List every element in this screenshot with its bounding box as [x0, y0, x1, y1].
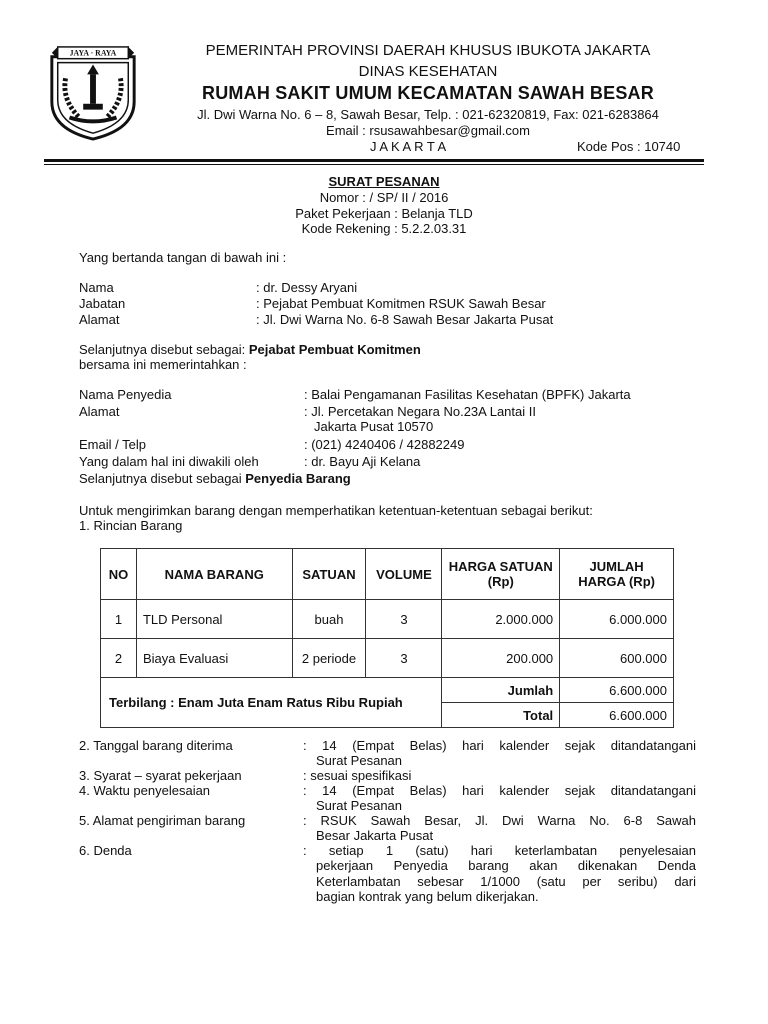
col-header-unit: SATUAN	[292, 549, 366, 600]
cell-no: 1	[101, 600, 137, 639]
term-6-value-line2: pekerjaan Penyedia barang akan dikenakan Denda	[316, 858, 696, 873]
document-title: SURAT PESANAN	[328, 174, 440, 189]
term-4-label: 4. Waktu penyelesaian	[79, 783, 211, 798]
cell-no: 2	[101, 639, 137, 678]
signer-name-label: Nama	[79, 280, 114, 295]
document-number: Nomor : / SP/ II / 2016	[319, 190, 449, 205]
vendor-name-label: Nama Penyedia	[79, 387, 172, 402]
term-5-value-line2: Besar Jakarta Pusat	[316, 828, 434, 843]
term-6-value-line4: bagian kontrak yang belum dikerjakan.	[316, 889, 539, 904]
item-details-heading: 1. Rincian Barang	[79, 518, 183, 533]
letterhead-address: Jl. Dwi Warna No. 6 – 8, Sawah Besar, Telp. : 021-62320819, Fax: 021-6283864	[197, 107, 659, 122]
signer-address-label: Alamat	[79, 312, 120, 327]
term-3-value: : sesuai spesifikasi	[303, 768, 412, 783]
cell-unit: buah	[292, 600, 366, 639]
cell-unit-price: 200.000	[442, 639, 560, 678]
col-header-item-name: NAMA BARANG	[136, 549, 292, 600]
sum-label: Jumlah	[442, 678, 560, 703]
signer-position-value: : Pejabat Pembuat Komitmen RSUK Sawah Besar	[256, 296, 546, 311]
cell-volume: 3	[366, 639, 442, 678]
term-6-value-line1: : setiap 1 (satu) hari keterlambatan penyelesaian	[303, 843, 696, 858]
letterhead-divider-thick	[44, 159, 704, 162]
vendor-contact-value: : (021) 4240406 / 42882249	[304, 437, 465, 452]
vendor-address-value-2: Jakarta Pusat 10570	[314, 419, 434, 434]
vendor-name-value: : Balai Pengamanan Fasilitas Kesehatan (BPFK) Jakarta	[304, 387, 631, 402]
table-row	[101, 639, 674, 678]
cell-item-name: Biaya Evaluasi	[136, 639, 292, 678]
vendor-representative-value: : dr. Bayu Aji Kelana	[304, 454, 421, 469]
cell-volume: 3	[366, 600, 442, 639]
table-header-row	[101, 549, 674, 600]
signer-name-value: : dr. Dessy Aryani	[256, 280, 358, 295]
vendor-contact-label: Email / Telp	[79, 437, 146, 452]
letterhead-city: J A K A R T A	[370, 139, 447, 154]
col-header-no: NO	[101, 549, 137, 600]
cell-unit-price: 2.000.000	[442, 600, 560, 639]
vendor-role-line	[79, 471, 351, 486]
term-2-label: 2. Tanggal barang diterima	[79, 738, 233, 753]
signer-position-label: Jabatan	[79, 296, 126, 311]
signer-role-prefix: Selanjutnya disebut sebagai:	[79, 342, 249, 357]
intro-text: Yang bertanda tangan di bawah ini :	[79, 250, 287, 265]
letterhead-divider-thin	[44, 164, 704, 165]
term-4-value-line1: : 14 (Empat Belas) hari kalender sejak ditandatangani	[303, 783, 696, 798]
term-5-label: 5. Alamat pengiriman barang	[79, 813, 246, 828]
amount-in-words: Terbilang : Enam Juta Enam Ratus Ribu Rupiah	[101, 678, 442, 728]
account-code: Kode Rekening : 5.2.2.03.31	[301, 221, 467, 236]
cell-unit: 2 periode	[292, 639, 366, 678]
cell-total-price: 6.000.000	[560, 600, 674, 639]
items-table	[100, 548, 674, 728]
signer-address-value: : Jl. Dwi Warna No. 6-8 Sawah Besar Jakarta Pusat	[256, 312, 554, 327]
svg-text:JAYA · RAYA: JAYA · RAYA	[69, 48, 117, 58]
total-value: 6.600.000	[560, 703, 674, 728]
signer-role: Pejabat Pembuat Komitmen	[248, 342, 421, 357]
table-summary-row-sum	[101, 678, 674, 703]
signer-role-line	[79, 342, 421, 357]
instructions-text: Untuk mengirimkan barang dengan memperhatikan ketentuan-ketentuan sebagai berikut:	[79, 503, 593, 518]
cell-total-price: 600.000	[560, 639, 674, 678]
total-label: Total	[442, 703, 560, 728]
vendor-role-prefix: Selanjutnya disebut sebagai	[79, 471, 246, 486]
cell-item-name: TLD Personal	[136, 600, 292, 639]
term-4-value-line2: Surat Pesanan	[316, 798, 403, 813]
vendor-address-value: : Jl. Percetakan Negara No.23A Lantai II	[304, 404, 536, 419]
work-package: Paket Pekerjaan : Belanja TLD	[295, 206, 473, 221]
col-header-volume: VOLUME	[366, 549, 442, 600]
term-2-value-line2: Surat Pesanan	[316, 753, 403, 768]
col-header-unit-price: HARGA SATUAN (Rp)	[442, 549, 560, 600]
term-5-value-line1: : RSUK Sawah Besar, Jl. Dwi Warna No. 6-8 Sawah	[303, 813, 696, 828]
letterhead-department: DINAS KESEHATAN	[358, 63, 498, 80]
letterhead-government: PEMERINTAH PROVINSI DAERAH KHUSUS IBUKOTA JAKARTA	[205, 42, 651, 59]
sum-value: 6.600.000	[560, 678, 674, 703]
order-intro: bersama ini memerintahkan :	[79, 357, 247, 372]
letterhead-postal-code: Kode Pos : 10740	[577, 139, 681, 154]
vendor-representative-label: Yang dalam hal ini diwakili oleh	[79, 454, 259, 469]
col-header-total-price: JUMLAH HARGA (Rp)	[560, 549, 674, 600]
jaya-raya-logo-icon	[44, 43, 142, 141]
term-2-value-line1: : 14 (Empat Belas) hari kalender sejak ditandatangani	[303, 738, 696, 753]
term-6-value-line3: Keterlambatan sebesar 1/1000 (satu per seribu) dari	[316, 874, 696, 889]
term-3-label: 3. Syarat – syarat pekerjaan	[79, 768, 242, 783]
letterhead-email: Email : rsusawahbesar@gmail.com	[326, 123, 530, 138]
term-6-label: 6. Denda	[79, 843, 132, 858]
vendor-role: Penyedia Barang	[245, 471, 351, 486]
vendor-address-label: Alamat	[79, 404, 120, 419]
table-row	[101, 600, 674, 639]
letterhead-hospital-name: RUMAH SAKIT UMUM KECAMATAN SAWAH BESAR	[202, 83, 654, 103]
